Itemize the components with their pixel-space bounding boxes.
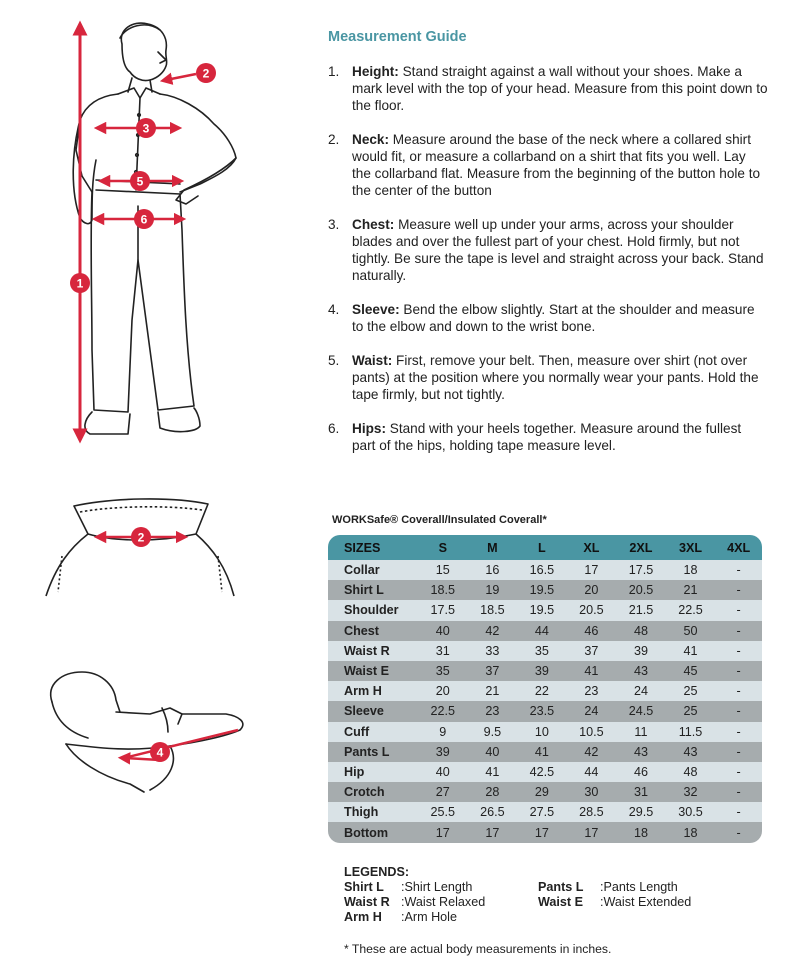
- guide-item: [328, 131, 768, 199]
- table-cell: 21: [468, 681, 518, 701]
- table-row-label: Bottom: [328, 822, 418, 842]
- table-header-size: 4XL: [715, 535, 762, 560]
- sleeve-upper-line: [124, 730, 238, 758]
- legend-value: Shirt Length: [404, 880, 473, 894]
- table-header-size: XL: [567, 535, 617, 560]
- guide-item: [328, 301, 768, 335]
- table-cell: 20: [418, 681, 468, 701]
- table-cell: 40: [468, 742, 518, 762]
- guide-item: [328, 63, 768, 114]
- table-row: [328, 802, 762, 822]
- guide-item-text: Stand straight against a wall without your shoes. Make a mark level with the top of your head. Measure from this point down to the floor.: [352, 64, 768, 113]
- table-cell: 15: [418, 560, 468, 580]
- legend-separator: :: [600, 895, 604, 909]
- footnote: * These are actual body measurements in inches.: [344, 942, 612, 956]
- table-cell: 27: [418, 782, 468, 802]
- table-cell: 20.5: [567, 600, 617, 620]
- table-row: [328, 661, 762, 681]
- legend-item: [538, 895, 691, 910]
- table-cell: 44: [567, 762, 617, 782]
- table-cell: 29: [517, 782, 567, 802]
- marker-5: [130, 171, 150, 191]
- marker-1: [70, 273, 90, 293]
- table-cell: 11.5: [666, 722, 716, 742]
- guide-title: Measurement Guide: [328, 29, 467, 45]
- table-cell: 19.5: [517, 580, 567, 600]
- guide-item-number: 5.: [328, 353, 340, 368]
- legend-item: [538, 880, 678, 895]
- table-header-sizes: SIZES: [328, 535, 418, 560]
- guide-item-text: First, remove your belt. Then, measure over shirt (not over pants) at the position where you normally wear your pants. Hold the tape firmly, but not tightly.: [352, 353, 759, 402]
- table-row-label: Waist E: [328, 661, 418, 681]
- table-cell: 19.5: [517, 600, 567, 620]
- table-cell: 17.5: [616, 560, 666, 580]
- table-cell: 25: [666, 681, 716, 701]
- marker-6: [134, 209, 154, 229]
- table-cell: 10: [517, 722, 567, 742]
- table-cell: 18.5: [468, 600, 518, 620]
- table-header-row: [328, 535, 762, 560]
- legend-separator: :: [401, 910, 405, 924]
- legend-value: Waist Extended: [603, 895, 692, 909]
- size-table: [328, 535, 762, 843]
- table-cell: 28.5: [567, 802, 617, 822]
- neck-pointer-line: [166, 74, 196, 80]
- legend-value: Pants Length: [603, 880, 678, 894]
- table-row-label: Collar: [328, 560, 418, 580]
- svg-text:2: 2: [202, 66, 210, 81]
- table-cell: 23: [567, 681, 617, 701]
- legend-item: [344, 880, 472, 895]
- table-cell: 16.5: [517, 560, 567, 580]
- measurement-figures: [0, 0, 320, 973]
- legend-key: Waist E: [538, 895, 584, 909]
- table-cell: 33: [468, 641, 518, 661]
- guide-item-term: Neck:: [352, 132, 390, 147]
- table-cell: 18: [666, 822, 716, 842]
- svg-text:3: 3: [142, 121, 150, 136]
- marker-2-neck: [196, 63, 216, 83]
- table-cell: 17: [567, 560, 617, 580]
- legend-key: Arm H: [344, 910, 382, 924]
- table-cell: 43: [616, 742, 666, 762]
- table-cell: 39: [418, 742, 468, 762]
- table-cell: 46: [567, 621, 617, 641]
- svg-text:1: 1: [76, 276, 84, 291]
- table-cell: 50: [666, 621, 716, 641]
- table-cell: 26.5: [468, 802, 518, 822]
- table-cell: -: [715, 621, 762, 641]
- table-cell: -: [715, 560, 762, 580]
- table-cell: -: [715, 701, 762, 721]
- table-cell: 41: [567, 661, 617, 681]
- table-row-label: Thigh: [328, 802, 418, 822]
- table-cell: 24.5: [616, 701, 666, 721]
- collar-figure: [46, 499, 234, 596]
- table-cell: 22.5: [666, 600, 716, 620]
- table-cell: -: [715, 722, 762, 742]
- marker-3: [136, 118, 156, 138]
- table-cell: 37: [468, 661, 518, 681]
- table-row: [328, 742, 762, 762]
- guide-item-number: 2.: [328, 132, 340, 147]
- table-cell: 30: [567, 782, 617, 802]
- legend-key: Shirt L: [344, 880, 384, 894]
- table-cell: 17: [418, 822, 468, 842]
- legend-item: [344, 895, 485, 910]
- table-row-label: Shoulder: [328, 600, 418, 620]
- guide-item: [328, 352, 768, 403]
- guide-item-number: 4.: [328, 302, 340, 317]
- table-row-label: Shirt L: [328, 580, 418, 600]
- table-row: [328, 782, 762, 802]
- table-cell: 20.5: [616, 580, 666, 600]
- table-cell: 41: [468, 762, 518, 782]
- table-cell: 24: [567, 701, 617, 721]
- guide-item-term: Height:: [352, 64, 399, 79]
- table-row-label: Sleeve: [328, 701, 418, 721]
- table-cell: 48: [666, 762, 716, 782]
- table-header-size: 2XL: [616, 535, 666, 560]
- table-row: [328, 762, 762, 782]
- table-row: [328, 641, 762, 661]
- table-cell: -: [715, 580, 762, 600]
- table-row-label: Arm H: [328, 681, 418, 701]
- table-row: [328, 722, 762, 742]
- table-header-size: S: [418, 535, 468, 560]
- guide-item-text: Measure well up under your arms, across your shoulder blades and over the fullest part of your chest. Hold firmly, but not tightly. Be sure the tape is level and straight across your back. Stand naturally.: [352, 217, 764, 283]
- svg-text:2: 2: [137, 530, 145, 545]
- table-title: WORKSafe® Coverall/Insulated Coverall*: [332, 514, 547, 526]
- legend-separator: :: [401, 895, 405, 909]
- sleeve-figure: [51, 672, 243, 792]
- table-cell: 32: [666, 782, 716, 802]
- legend-key: Waist R: [344, 895, 390, 909]
- table-row-label: Crotch: [328, 782, 418, 802]
- table-cell: 35: [418, 661, 468, 681]
- table-cell: -: [715, 802, 762, 822]
- guide-item-term: Sleeve:: [352, 302, 400, 317]
- table-header-size: L: [517, 535, 567, 560]
- table-cell: 17.5: [418, 600, 468, 620]
- table-cell: 39: [517, 661, 567, 681]
- table-cell: 42: [468, 621, 518, 641]
- marker-2-collar: [131, 527, 151, 547]
- table-cell: 48: [616, 621, 666, 641]
- table-cell: 22.5: [418, 701, 468, 721]
- table-cell: -: [715, 661, 762, 681]
- table-cell: 39: [616, 641, 666, 661]
- table-cell: 35: [517, 641, 567, 661]
- table-row-label: Chest: [328, 621, 418, 641]
- table-cell: 31: [418, 641, 468, 661]
- table-cell: 37: [567, 641, 617, 661]
- guide-item-number: 3.: [328, 217, 340, 232]
- table-cell: 11: [616, 722, 666, 742]
- legend-separator: :: [401, 880, 405, 894]
- guide-list: [328, 63, 768, 471]
- table-cell: -: [715, 822, 762, 842]
- table-cell: 30.5: [666, 802, 716, 822]
- table-cell: 27.5: [517, 802, 567, 822]
- table-cell: -: [715, 681, 762, 701]
- legend-key: Pants L: [538, 880, 584, 894]
- guide-item-text: Stand with your heels together. Measure around the fullest part of the hips, holding tape measure level.: [352, 421, 742, 453]
- table-cell: 22: [517, 681, 567, 701]
- table-row: [328, 600, 762, 620]
- table-cell: 9: [418, 722, 468, 742]
- legends-title: LEGENDS:: [344, 865, 410, 879]
- table-cell: 25.5: [418, 802, 468, 822]
- table-cell: 16: [468, 560, 518, 580]
- table-cell: 42: [567, 742, 617, 762]
- guide-item-number: 1.: [328, 64, 340, 79]
- table-cell: 23: [468, 701, 518, 721]
- table-header-size: 3XL: [666, 535, 716, 560]
- table-cell: -: [715, 600, 762, 620]
- table-cell: 9.5: [468, 722, 518, 742]
- table-cell: -: [715, 782, 762, 802]
- table-cell: 31: [616, 782, 666, 802]
- table-row: [328, 822, 762, 842]
- table-cell: -: [715, 641, 762, 661]
- table-cell: 41: [517, 742, 567, 762]
- legend-separator: :: [600, 880, 604, 894]
- standing-man-figure: [73, 23, 236, 434]
- table-cell: 21.5: [616, 600, 666, 620]
- table-cell: 42.5: [517, 762, 567, 782]
- svg-text:6: 6: [140, 212, 148, 227]
- table-row: [328, 621, 762, 641]
- table-cell: 46: [616, 762, 666, 782]
- table-cell: 18: [666, 560, 716, 580]
- table-row-label: Pants L: [328, 742, 418, 762]
- table-cell: 10.5: [567, 722, 617, 742]
- table-cell: 24: [616, 681, 666, 701]
- guide-item-term: Waist:: [352, 353, 393, 368]
- table-cell: 44: [517, 621, 567, 641]
- table-cell: -: [715, 762, 762, 782]
- table-cell: 43: [666, 742, 716, 762]
- table-cell: 43: [616, 661, 666, 681]
- table-cell: 40: [418, 762, 468, 782]
- guide-item-term: Hips:: [352, 421, 386, 436]
- table-cell: 40: [418, 621, 468, 641]
- legend-value: Waist Relaxed: [404, 895, 486, 909]
- legend-value: Arm Hole: [404, 910, 457, 924]
- table-cell: 17: [517, 822, 567, 842]
- guide-item-text: Bend the elbow slightly. Start at the shoulder and measure to the elbow and down to the wrist bone.: [352, 302, 755, 334]
- table-cell: 18.5: [418, 580, 468, 600]
- table-row: [328, 580, 762, 600]
- table-cell: 23.5: [517, 701, 567, 721]
- table-row-label: Hip: [328, 762, 418, 782]
- table-cell: 19: [468, 580, 518, 600]
- table-cell: 28: [468, 782, 518, 802]
- table-cell: 41: [666, 641, 716, 661]
- table-cell: 18: [616, 822, 666, 842]
- table-cell: 25: [666, 701, 716, 721]
- guide-item-text: Measure around the base of the neck where a collared shirt would fit, or measure a collarband on a shirt that fits you well. Lay the collarband flat. Measure from the beginning of the button hole to the center of the button: [352, 132, 761, 198]
- table-header-size: M: [468, 535, 518, 560]
- table-cell: 29.5: [616, 802, 666, 822]
- table-row: [328, 701, 762, 721]
- legend-item: [344, 910, 457, 925]
- guide-item-number: 6.: [328, 421, 340, 436]
- table-row-label: Cuff: [328, 722, 418, 742]
- table-row: [328, 560, 762, 580]
- table-cell: 20: [567, 580, 617, 600]
- table-row: [328, 681, 762, 701]
- guide-item: [328, 420, 768, 454]
- table-row-label: Waist R: [328, 641, 418, 661]
- svg-text:5: 5: [136, 174, 144, 189]
- marker-4: [150, 742, 170, 762]
- guide-item: [328, 216, 768, 284]
- table-cell: 17: [567, 822, 617, 842]
- table-cell: 17: [468, 822, 518, 842]
- svg-text:4: 4: [156, 745, 164, 760]
- table-cell: 21: [666, 580, 716, 600]
- table-cell: 45: [666, 661, 716, 681]
- guide-item-term: Chest:: [352, 217, 395, 232]
- table-cell: -: [715, 742, 762, 762]
